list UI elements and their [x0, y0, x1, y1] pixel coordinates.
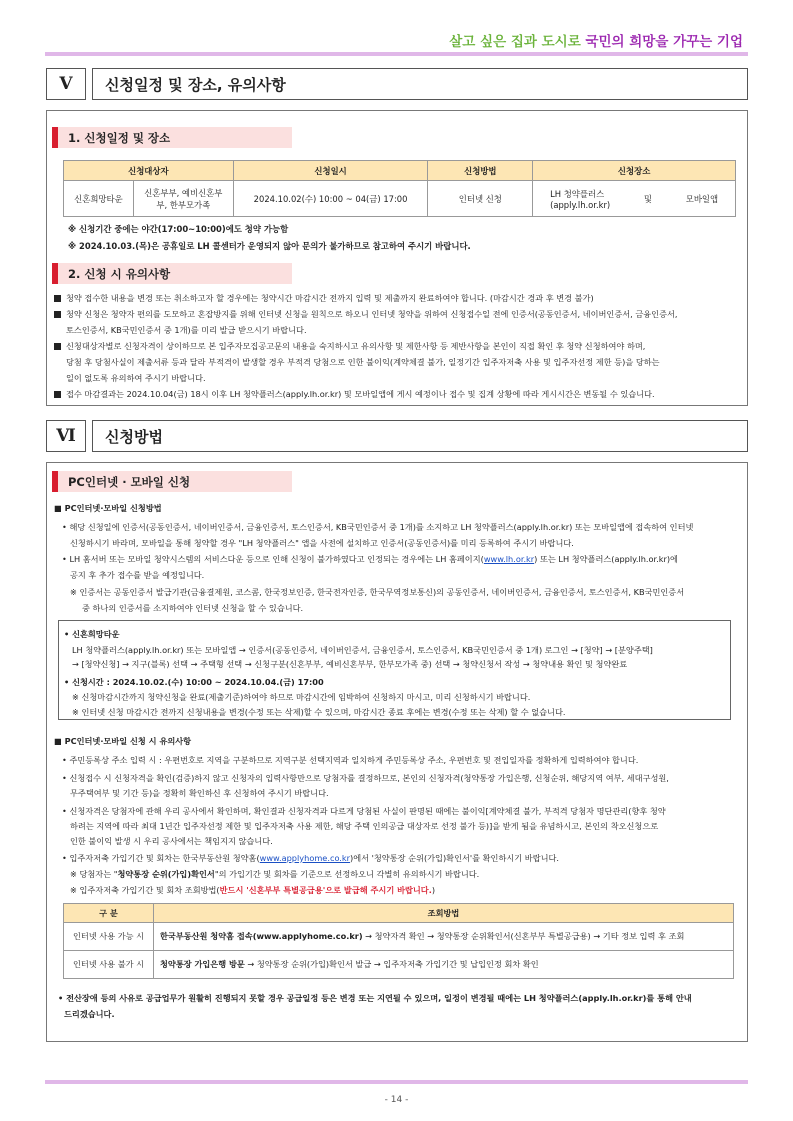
section-5-header: [46, 68, 748, 100]
lh-homepage-link[interactable]: www.lh.or.kr: [483, 554, 535, 564]
pc-method-head: ■ PC인터넷·모바일 신청방법: [54, 503, 162, 513]
subsection-caution-header: 2. 신청 시 유의사항: [52, 263, 292, 284]
note-night: ※ 신청기간 중에는 야간(17:00~10:00)에도 청약 가능함: [68, 224, 289, 234]
pc-caution-head: ■ PC인터넷·모바일 신청 시 유의사항: [54, 736, 192, 746]
caution-2: 청약 신청은 청약자 편의를 도모하고 혼잡방지를 위해 인터넷 신청을 원칙으로 하오니 인터넷 청약을 위하여 신청접수일 전에 인증서(공동인증서, 네이버인증서, 금융인증서,: [54, 306, 678, 322]
caution-4: 접수 마감결과는 2024.10.04(금) 18시 이후 LH 청약플러스(apply.lh.or.kr) 및 모바일앱에 게시 예정이나 접수 및 집계 상황에 따라 게시시간은 변동될 수 있습니다.: [54, 386, 655, 402]
header-rule: [45, 52, 748, 56]
section-6-number: Ⅵ: [46, 420, 86, 452]
subsection-schedule-header: 1. 신청일정 및 장소: [52, 127, 292, 148]
section-6-title: 신청방법: [92, 420, 748, 452]
page-number: - 14 -: [384, 1095, 409, 1105]
subsection-pc-header: PC인터넷 · 모바일 신청: [52, 471, 292, 492]
final-note: • 전산장애 등의 사유로 공급업무가 원활히 진행되지 못할 경우 공급일정 등은 변경 또는 지연될 수 있으며, 일정이 변경될 때에는 LH 청약플러스(apply.lh.or.kr)를 통해 안내: [58, 993, 692, 1003]
applyhome-link[interactable]: www.applyhome.co.kr: [259, 853, 351, 863]
caution-3: 신청대상자별로 신청자격이 상이하므로 본 입주자모집공고문의 내용을 숙지하시고 유의사항 및 제한사항 등 제반사항을 본인이 직접 확인 후 청약 신청하여야 하며,: [54, 338, 645, 354]
note-holiday: ※ 2024.10.03.(목)은 공휴일로 LH 콜센터가 운영되지 않아 문의가 불가하므로 참고하여 주시기 바랍니다.: [68, 241, 471, 251]
schedule-table: 신청대상자 신청일시 신청방법 신청장소 신혼희망타운 신혼부부, 예비신혼부부, 한부모가족 2024.10.02(수) 10:00 ~ 04(금) 17:00 인터넷 신청 LH 청약플러스 (apply.lh.or.kr) 및 모바일앱: [63, 160, 736, 217]
caution-1: 청약 접수한 내용을 변경 또는 취소하고자 할 경우에는 청약시간 마감시간 전까지 입력 및 제출까지 완료하여야 합니다. (마감시간 경과 후 변경 불가): [54, 290, 594, 306]
section-6-header: [46, 420, 748, 452]
footer-rule: [45, 1080, 748, 1084]
header-slogan: 살고 싶은 집과 도시로 국민의 희망을 가꾸는 기업: [449, 34, 743, 50]
schedule-place: LH 청약플러스 (apply.lh.or.kr) 및 모바일앱: [533, 181, 736, 217]
lookup-method-table: 구 분 조회방법 인터넷 사용 가능 시 한국부동산원 청약홈 접속(www.applyhome.co.kr) → 청약자격 확인 → 청약통장 순위확인서(신혼부부 특별공급용) → 기타 정보 입력 후 조회 인터넷 사용 불가 시 청약통장 가입은행 방문 → 청약통장 순위(가입)확인서 발급 → 입주자저축 가입기간 및 납입인정 회차 확인: [63, 903, 734, 979]
section-5-title: 신청일정 및 장소, 유의사항: [92, 68, 748, 100]
section-5-number: Ⅴ: [46, 68, 86, 100]
